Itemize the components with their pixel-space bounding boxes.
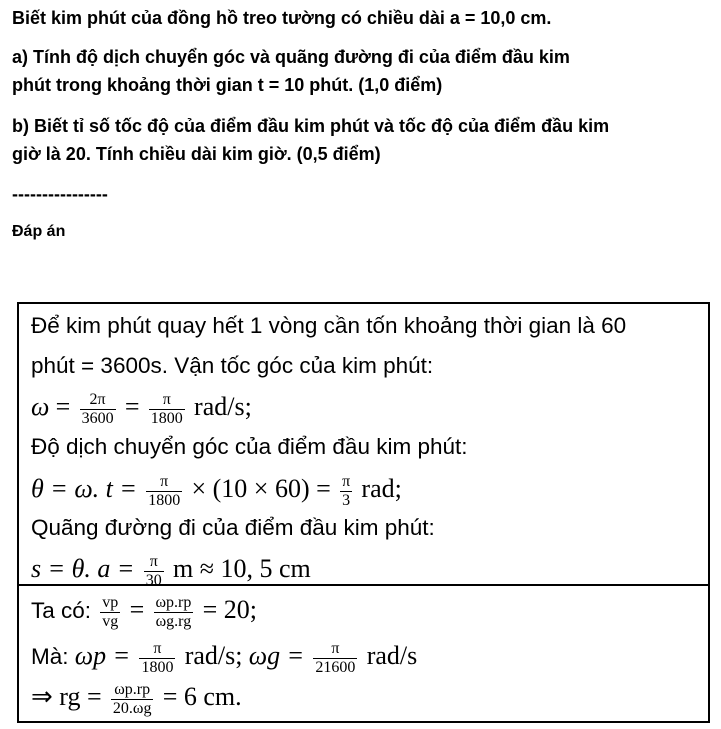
- answer-box-part-a: [17, 302, 710, 589]
- answer-a-line1: Để kim phút quay hết 1 vòng cần tốn khoảng thời gian là 60: [31, 313, 627, 338]
- rg-fraction: $\frac{\omega p.rp}{20.\omega g}$: [112, 680, 152, 717]
- rg-lhs: ⇒ rg =: [31, 682, 102, 711]
- wg-unit: rad/s: [366, 641, 418, 670]
- omega-unit: rad/s;: [194, 392, 252, 421]
- question-intro: Biết kim phút của đồng hồ treo tường có chiều dài a = 10,0 cm.: [12, 8, 552, 28]
- ratio-fraction-1: $\frac{vp}{vg}$: [102, 593, 119, 630]
- question-part-a-line2: phút trong khoảng thời gian t = 10 phút. (1,0 điểm): [12, 75, 443, 95]
- wg-fraction: $\frac{\pi}{21600}$: [315, 639, 356, 676]
- ratio-rhs: = 20;: [202, 595, 258, 624]
- question-part-b-line1: b) Biết tỉ số tốc độ của điểm đầu kim phút và tốc độ của điểm đầu kim: [12, 116, 610, 136]
- answer-box-part-b: [17, 586, 710, 723]
- distance-fraction: $\frac{\pi}{30}$: [145, 552, 162, 589]
- omega-fraction-2: $\frac{\pi}{1800}$: [150, 390, 183, 427]
- question-part-b-line2: giờ là 20. Tính chiều dài kim giờ. (0,5 điểm): [12, 144, 381, 164]
- wg-lhs: ωg =: [248, 641, 305, 670]
- question-part-a-line1: a) Tính độ dịch chuyển góc và quãng đường đi của điểm đầu kim: [12, 47, 570, 67]
- wp-unit: rad/s;: [184, 641, 243, 670]
- ratio-formula: Ta có: $\frac{vp}{vg}$ = $\frac{\omega p.rp}{\omega g.rg}$ = 20;: [31, 593, 258, 630]
- theta-formula: [31, 467, 402, 512]
- ma-label: Mà:: [31, 644, 69, 669]
- distance-lhs: s = θ. a =: [31, 554, 135, 583]
- answer-a-line4: Độ dịch chuyển góc của điểm đầu kim phút:: [31, 434, 468, 459]
- theta-fraction-2: $\frac{\pi}{3}$: [342, 472, 351, 509]
- wp-lhs: ωp =: [74, 641, 131, 670]
- theta-fraction-1: $\frac{\pi}{1800}$: [148, 472, 181, 509]
- hour-hand-length-formula: [31, 675, 242, 720]
- answer-a-line2: phút = 3600s. Vận tốc góc của kim phút:: [31, 353, 434, 378]
- omega-fraction-1: $\frac{2\pi}{3600}$: [81, 390, 114, 427]
- wp-fraction: $\frac{\pi}{1800}$: [141, 639, 174, 676]
- distance-rhs: m ≈ 10, 5 cm: [173, 554, 311, 583]
- separator-dashes: ----------------: [12, 184, 108, 204]
- theta-lhs: θ = ω. t =: [31, 474, 137, 503]
- rg-rhs: = 6 cm.: [162, 682, 242, 711]
- answer-heading: Đáp án: [12, 223, 66, 240]
- theta-unit: rad;: [361, 474, 402, 503]
- theta-mid: × (10 × 60) =: [191, 474, 331, 503]
- answer-a-line6: Quãng đường đi của điểm đầu kim phút:: [31, 515, 435, 540]
- ta-co-label: Ta có:: [31, 598, 92, 623]
- ratio-fraction-2: $\frac{\omega p.rp}{\omega g.rg}$: [155, 593, 192, 630]
- angular-speed-formula: [31, 634, 417, 679]
- omega-formula: ω = $\frac{2\pi}{3600}$ = $\frac{\pi}{1800}$ rad/s;: [31, 390, 252, 427]
- omega-symbol: ω: [31, 392, 50, 421]
